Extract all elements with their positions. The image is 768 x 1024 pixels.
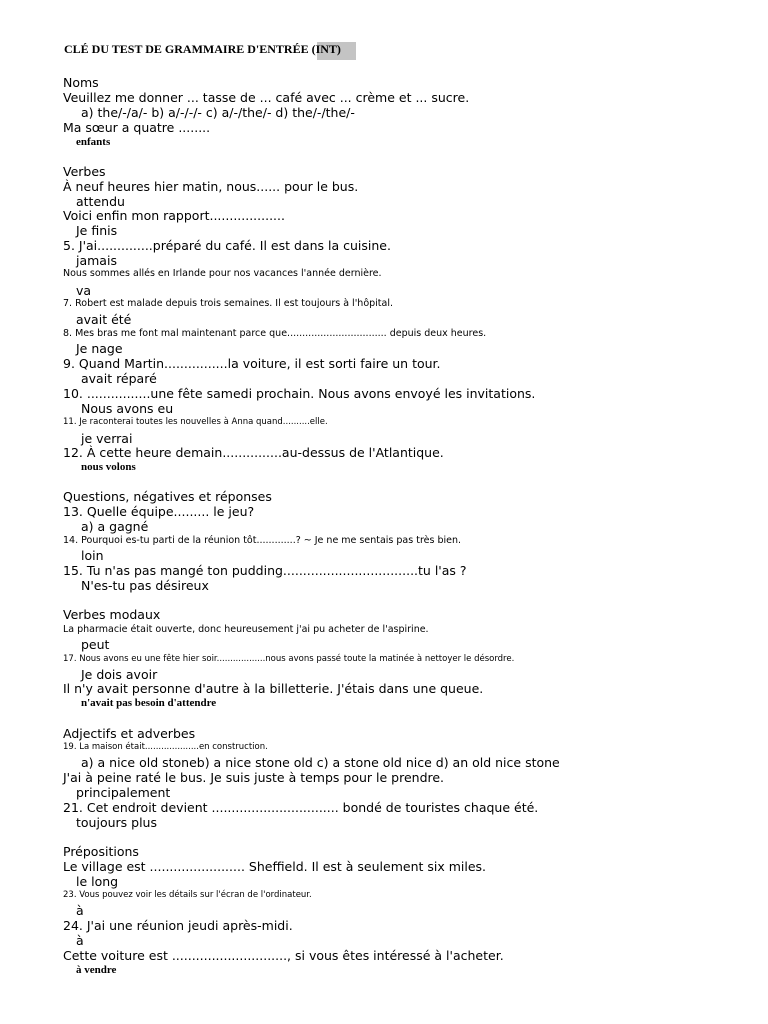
- answer-text: jamais: [76, 253, 117, 268]
- question-text: 17. Nous avons eu une fête hier soir..................nous avons passé toute la matinée à nettoyer le désordre.: [63, 654, 515, 664]
- page-title: CLÉ DU TEST DE GRAMMAIRE D'ENTRÉE (INT): [64, 42, 341, 56]
- question-text: 7. Robert est malade depuis trois semaines. Il est toujours à l'hôpital.: [63, 298, 394, 309]
- answer-text: a) a gagné: [81, 519, 149, 534]
- answer-text: à: [76, 933, 84, 948]
- answer-text: Nous avons eu: [81, 401, 174, 416]
- answer-text: attendu: [76, 194, 125, 209]
- section-heading: Questions, négatives et réponses: [63, 489, 272, 504]
- answer-text: Je nage: [76, 341, 123, 356]
- section-heading: Verbes modaux: [63, 607, 161, 622]
- answer-text: Je dois avoir: [81, 667, 158, 682]
- question-text: Nous sommes allés en Irlande pour nos vacances l'année dernière.: [63, 268, 382, 279]
- answer-text: avait réparé: [81, 371, 157, 386]
- question-text: À neuf heures hier matin, nous...... pour le bus.: [63, 179, 359, 194]
- question-text: Le village est ........................ Sheffield. Il est à seulement six miles.: [63, 859, 487, 874]
- answer-text: je verrai: [81, 431, 133, 446]
- answer-text: enfants: [76, 136, 111, 148]
- answer-text: à vendre: [76, 964, 117, 976]
- question-text: 5. J'ai..............préparé du café. Il est dans la cuisine.: [63, 238, 391, 253]
- answer-text: le long: [76, 874, 119, 889]
- answer-text: N'es-tu pas désireux: [81, 578, 209, 593]
- question-text: 24. J'ai une réunion jeudi après-midi.: [63, 918, 293, 933]
- question-text: 10. ................une fête samedi prochain. Nous avons envoyé les invitations.: [63, 386, 536, 401]
- question-text: 9. Quand Martin................la voiture, il est sorti faire un tour.: [63, 356, 441, 371]
- question-text: 21. Cet endroit devient ................................ bondé de touristes chaque été.: [63, 800, 539, 815]
- section-heading: Noms: [63, 75, 99, 90]
- answer-text: va: [76, 283, 92, 298]
- answer-text: nous volons: [81, 461, 136, 473]
- question-text: Cette voiture est ............................., si vous êtes intéressé à l'acheter.: [63, 948, 504, 963]
- question-text: J'ai à peine raté le bus. Je suis juste à temps pour le prendre.: [63, 770, 445, 785]
- question-text: 14. Pourquoi es-tu parti de la réunion tôt.............? ~ Je ne me sentais pas très bien.: [63, 535, 462, 546]
- section-heading: Verbes: [63, 164, 106, 179]
- section-heading: Prépositions: [63, 844, 139, 859]
- question-text: Il n'y avait personne d'autre à la billetterie. J'étais dans une queue.: [63, 681, 484, 696]
- answer-text: à: [76, 903, 84, 918]
- answer-text: principalement: [76, 785, 171, 800]
- section-heading: Adjectifs et adverbes: [63, 726, 196, 741]
- answer-options: a) a nice old stoneb) a nice stone old c) a stone old nice d) an old nice stone: [81, 755, 560, 770]
- question-text: 15. Tu n'as pas mangé ton pudding..................................tu l'as ?: [63, 563, 467, 578]
- answer-text: Je finis: [76, 223, 118, 238]
- answer-text: toujours plus: [76, 815, 157, 830]
- answer-text: n'avait pas besoin d'attendre: [81, 697, 217, 709]
- answer-options: a) the/-/a/- b) a/-/-/- c) a/-/the/- d) the/-/the/-: [81, 105, 355, 120]
- question-text: 8. Mes bras me font mal maintenant parce que................................. depuis deux heures.: [63, 328, 487, 339]
- answer-text: peut: [81, 637, 110, 652]
- question-text: 23. Vous pouvez voir les détails sur l'écran de l'ordinateur.: [63, 890, 312, 900]
- question-text: 11. Je raconterai toutes les nouvelles à Anna quand..........elle.: [63, 417, 328, 427]
- question-text: Ma sœur a quatre ........: [63, 120, 211, 135]
- question-text: 12. À cette heure demain...............au-dessus de l'Atlantique.: [63, 445, 444, 460]
- question-text: Voici enfin mon rapport...................: [63, 208, 285, 223]
- answer-text: loin: [81, 548, 104, 563]
- question-text: 13. Quelle équipe......... le jeu?: [63, 504, 255, 519]
- question-text: La pharmacie était ouverte, donc heureusement j'ai pu acheter de l'aspirine.: [63, 624, 429, 635]
- question-text: Veuillez me donner ... tasse de ... café avec ... crème et ... sucre.: [63, 90, 470, 105]
- question-text: 19. La maison était....................en construction.: [63, 742, 268, 752]
- answer-text: avait été: [76, 312, 132, 327]
